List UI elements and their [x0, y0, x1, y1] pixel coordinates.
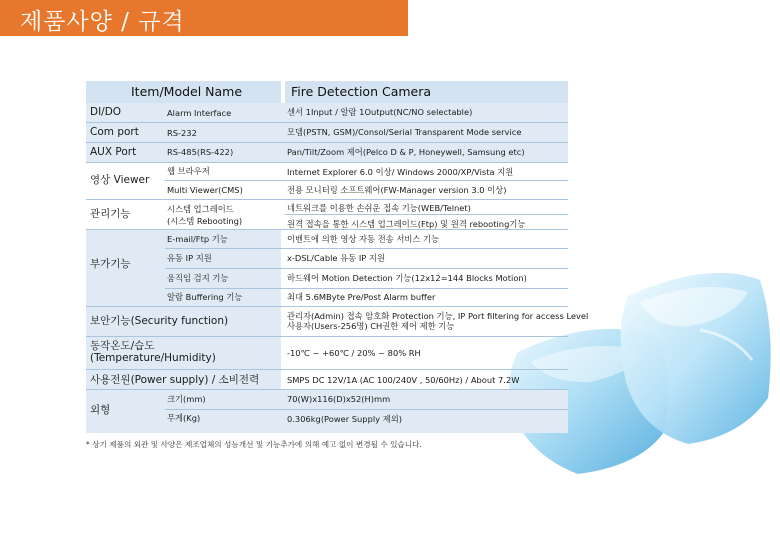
item-web-browser: 웹 브라우저: [167, 166, 210, 176]
cat-extra-functions: 부가기능: [90, 258, 131, 270]
row-separator: [165, 180, 568, 181]
val-security-line1: 관리자(Admin) 접속 암호화 Protection 기능, IP Port filtering for access Level: [287, 311, 589, 321]
item-dynamic-ip: 유동 IP 지원: [167, 253, 212, 263]
item-system-upgrade: 시스템 업그레이드: [167, 204, 234, 214]
item-rs232: RS-232: [167, 128, 197, 138]
cat-com-port: Com port: [90, 126, 139, 138]
item-system-rebooting: (시스템 Rebooting): [167, 216, 243, 226]
row-separator: [165, 288, 568, 289]
item-motion-detect: 움직임 검지 기능: [167, 273, 229, 283]
item-alarm-interface: Alarm Interface: [167, 108, 232, 118]
header-item-model-label: Item/Model Name: [131, 84, 243, 99]
item-email-ftp: E-mail/Ftp 기능: [167, 234, 228, 244]
row-separator: [165, 268, 568, 269]
row-separator: [165, 409, 568, 410]
val-email-ftp: 이벤트에 의한 영상 자동 전송 서비스 기능: [287, 234, 440, 244]
val-alarm-interface: 센서 1Input / 알람 1Output(NC/NO selectable): [287, 107, 473, 117]
cat-viewer: 영상 Viewer: [90, 174, 150, 186]
item-rs485: RS-485(RS-422): [167, 147, 234, 157]
cat-dido: DI/DO: [90, 106, 122, 118]
val-dynamic-ip: x-DSL/Cable 유동 IP 지원: [287, 253, 385, 263]
item-multi-viewer: Multi Viewer(CMS): [167, 185, 243, 195]
row-separator: [86, 199, 568, 200]
val-web-browser: Internet Explorer 6.0 이상/ Windows 2000/XP/Vista 지원: [287, 167, 514, 177]
header-product: [285, 81, 568, 105]
val-size: 70(W)x116(D)x52(H)mm: [287, 394, 391, 404]
val-remote-access: 네트워크를 이용한 손쉬운 접속 기능(WEB/Telnet): [287, 203, 471, 213]
row-separator: [86, 336, 568, 337]
row-separator: [86, 389, 568, 390]
val-rs232: 모뎀(PSTN, GSM)/Consol/Serial Transparent Mode service: [287, 127, 522, 137]
row-separator: [86, 369, 568, 370]
header-item-model: [86, 81, 281, 105]
row-separator: [86, 142, 568, 143]
cat-temperature: 동작온도/습도: [90, 340, 155, 352]
val-rs485: Pan/Tilt/Zoom 제어(Pelco D & P, Honeywell, Samsung etc): [287, 147, 525, 157]
header-product-label: Fire Detection Camera: [291, 84, 432, 99]
cat-temperature-en: (Temperature/Humidity): [90, 352, 216, 364]
page-title: 제품사양 / 규격: [20, 9, 185, 35]
row-separator: [86, 162, 568, 163]
item-size: 크기(mm): [167, 394, 206, 404]
item-weight: 무게(Kg): [167, 413, 201, 423]
cat-management: 관리기능: [90, 208, 131, 220]
row-separator: [165, 248, 568, 249]
val-motion-detect: 하드웨어 Motion Detection 기능(12x12=144 Blocks Motion): [287, 273, 527, 283]
row-separator: [285, 214, 568, 215]
val-security-line2: 사용자(Users-256명) CH권한 제어 제한 기능: [287, 321, 455, 331]
cat-aux-port: AUX Port: [90, 146, 137, 158]
val-weight: 0.306kg(Power Supply 제외): [287, 414, 402, 424]
val-power: SMPS DC 12V/1A (AC 100/240V , 50/60Hz) / About 7.2W: [287, 375, 520, 385]
row-separator: [86, 306, 568, 307]
val-temperature: -10℃ ~ +60℃ / 20% ~ 80% RH: [287, 348, 421, 358]
val-multi-viewer: 전용 모니터링 소프트웨어(FW-Manager version 3.0 이상): [287, 185, 507, 195]
cat-security: 보안기능(Security function): [90, 315, 229, 327]
cat-appearance: 외형: [90, 404, 111, 416]
val-alarm-buffering: 최대 5.6MByte Pre/Post Alarm buffer: [287, 292, 436, 302]
item-alarm-buffering: 알람 Buffering 기능: [167, 292, 243, 302]
row-separator: [86, 122, 568, 123]
footnote: * 상기 제품의 외관 및 사양은 제조업체의 성능개선 및 기능추가에 의해 예고 없이 변경될 수 있습니다.: [86, 440, 422, 449]
val-remote-upgrade: 원격 접속을 통한 시스템 업그레이드(Ftp) 및 원격 rebooting기능: [287, 219, 526, 229]
cat-power: 사용전원(Power supply) / 소비전력: [90, 374, 260, 386]
